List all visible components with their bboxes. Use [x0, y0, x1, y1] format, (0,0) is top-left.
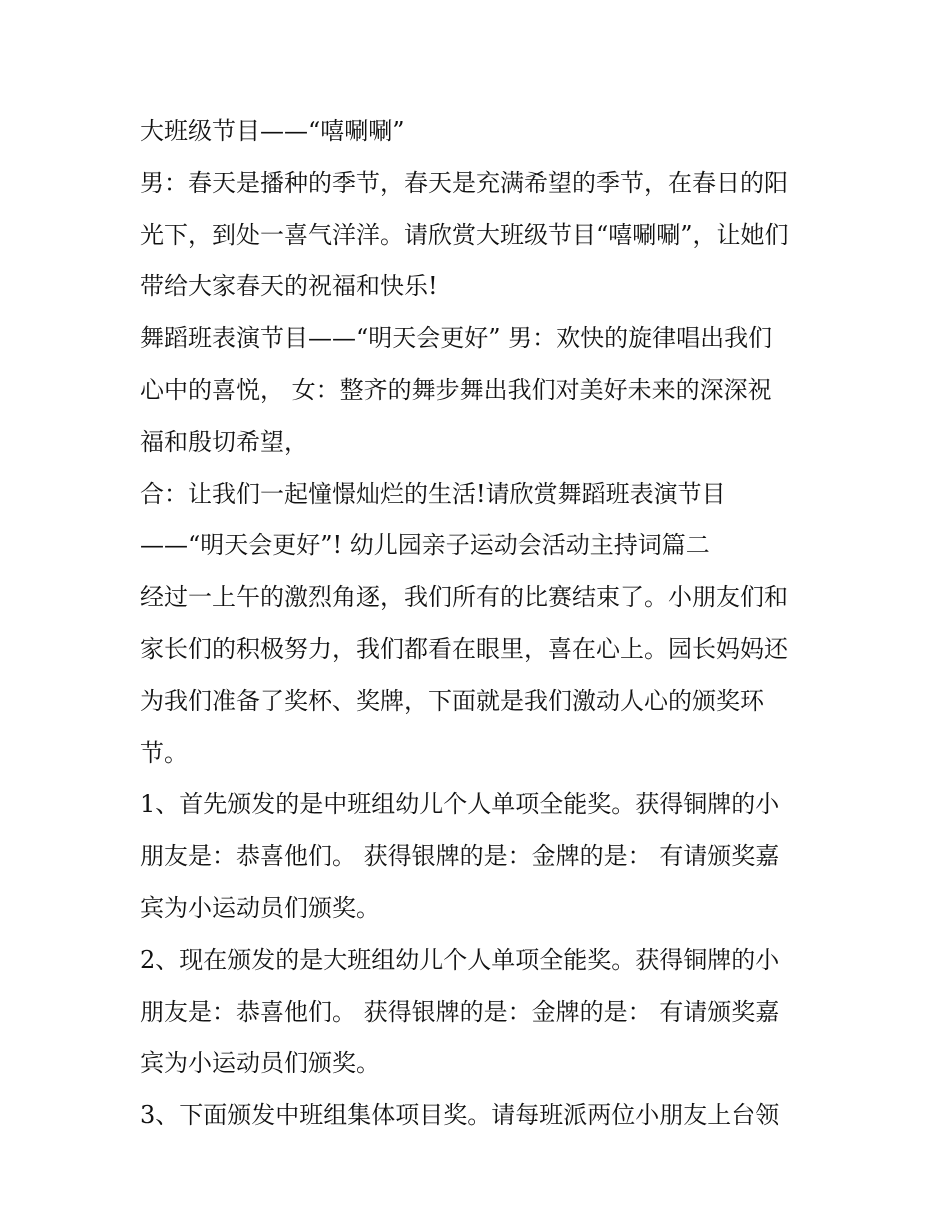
- text-line: 经过一上午的激烈角逐，我们所有的比赛结束了。小朋友们和: [140, 583, 788, 612]
- text-line: 朋友是：恭喜他们。 获得银牌的是：金牌的是： 有请颁奖嘉: [140, 842, 780, 871]
- text-line: 宾为小运动员们颁奖。: [140, 893, 380, 922]
- text-line: 大班级节目——“嘻唰唰”: [140, 117, 405, 145]
- text-line: 宾为小运动员们颁奖。: [140, 1049, 380, 1078]
- text-line: ——“明天会更好”! 幼儿园亲子运动会活动主持词篇二: [140, 531, 710, 560]
- text-line: 家长们的积极努力，我们都看在眼里，喜在心上。园长妈妈还: [140, 634, 788, 663]
- text-line: 福和殷切希望，: [140, 427, 308, 456]
- text-line: 为我们准备了奖杯、奖牌，下面就是我们激动人心的颁奖环: [140, 686, 764, 715]
- text-line: 朋友是：恭喜他们。 获得银牌的是：金牌的是： 有请颁奖嘉: [140, 997, 780, 1026]
- text-line: 舞蹈班表演节目——“明天会更好” 男：欢快的旋律唱出我们: [140, 324, 773, 353]
- text-line: 节。: [140, 738, 188, 767]
- text-line: 2、现在颁发的是大班组幼儿个人单项全能奖。获得铜牌的小: [140, 945, 780, 974]
- text-line: 合：让我们一起憧憬灿烂的生活!请欣赏舞蹈班表演节目: [140, 479, 726, 508]
- text-line: 1、首先颁发的是中班组幼儿个人单项全能奖。获得铜牌的小: [140, 790, 780, 819]
- document-body: [140, 106, 820, 1142]
- text-line: 男：春天是播种的季节，春天是充满希望的季节，在春日的阳: [140, 168, 788, 197]
- text-line: 心中的喜悦， 女：整齐的舞步舞出我们对美好未来的深深祝: [140, 375, 772, 404]
- text-line: 3、下面颁发中班组集体项目奖。请每班派两位小朋友上台领: [140, 1101, 780, 1130]
- text-line: 带给大家春天的祝福和快乐!: [140, 272, 438, 301]
- text-line: 光下，到处一喜气洋洋。请欣赏大班级节目“嘻唰唰”，让她们: [140, 220, 789, 249]
